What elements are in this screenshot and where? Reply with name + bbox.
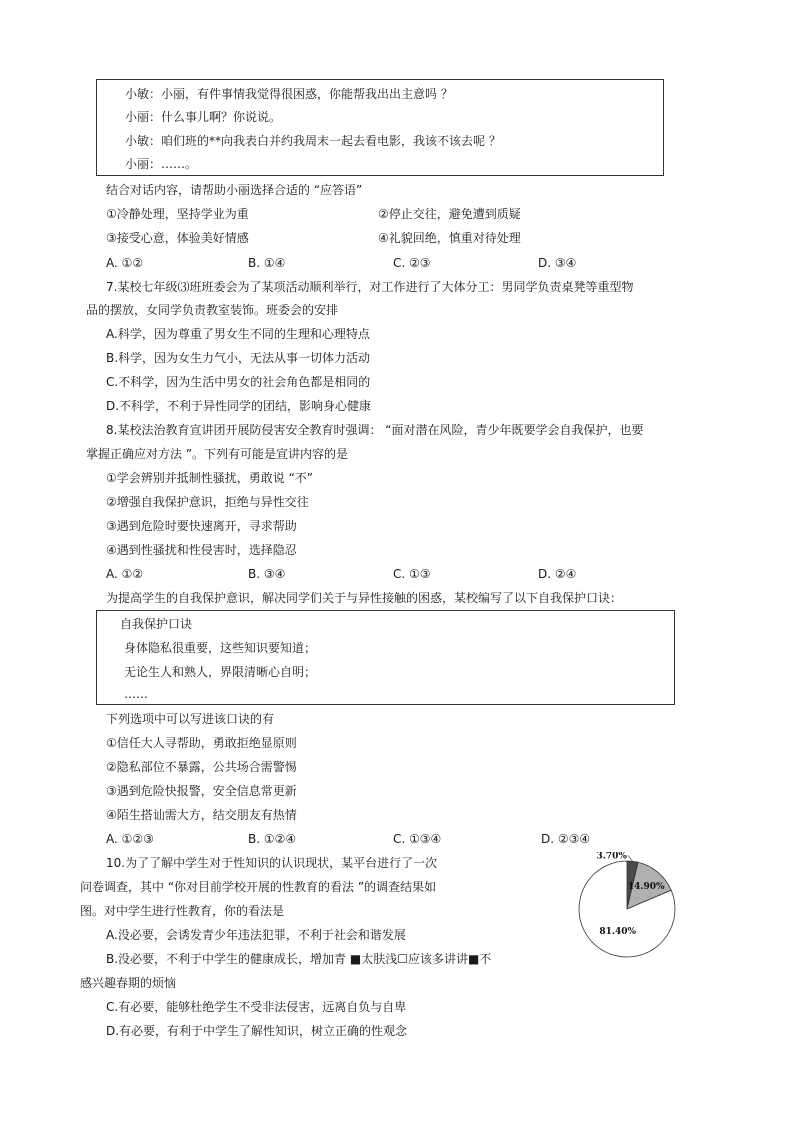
q8-item-3: ③遇到危险时要快速离开，寻求帮助 xyxy=(106,519,297,533)
pie-label-1: 3.70% xyxy=(596,852,627,862)
q9-stem: 下列选项中可以写进该口诀的有 xyxy=(106,712,275,726)
q8-choice-b: B. ③④ xyxy=(248,567,286,581)
q9-item-3: ③遇到危险快报警，安全信息常更新 xyxy=(106,784,297,798)
q6-item-4: ④礼貌回绝，慎重对待处理 xyxy=(378,231,521,245)
q6-choice-a: A. ①② xyxy=(106,256,144,270)
q8-item-2: ②增强自我保护意识，拒绝与异性交往 xyxy=(106,495,309,509)
pie-svg xyxy=(575,852,680,962)
survey-pie-chart xyxy=(575,852,680,962)
q10-choice-b-2: 感兴趣春期的烦恼 xyxy=(80,976,177,990)
q9-choice-b: B. ①②④ xyxy=(248,832,297,846)
mnemonic-line-1: 身体隐私很重要，这些知识要知道； xyxy=(124,641,317,655)
dialog-line-2: 小丽：什么事儿啊？你说说。 xyxy=(125,110,282,124)
dialog-line-1: 小敏：小丽，有件事情我觉得很困惑，你能帮我出出主意吗 ？ xyxy=(125,87,453,101)
q8-choice-c: C. ①③ xyxy=(393,567,431,581)
q7-stem-1: 7.某校七年级⑶班班委会为了某项活动顺利举行，对工作进行了大体分工：男同学负责桌凳等重型物 xyxy=(106,280,634,294)
pie-label-2: 14.90% xyxy=(627,882,665,893)
q6-item-3: ③接受心意，体验美好情感 xyxy=(106,231,249,245)
q6-choice-d: D. ③④ xyxy=(538,256,577,270)
q8-item-4: ④遇到性骚扰和性侵害时，选择隐忍 xyxy=(106,543,297,557)
q6-item-1: ①冷静处理，坚持学业为重 xyxy=(106,207,249,221)
q9-choice-c: C. ①③④ xyxy=(393,832,442,846)
q10-stem-2: 问卷调查，其中 “你对目前学校开展的性教育的看法 ”的调查结果如 xyxy=(80,880,437,894)
q10-choice-b-1: B.没必要，不利于中学生的健康成长，增加青 ■太肤浅☐应该多讲讲■不 xyxy=(106,952,492,966)
q10-stem-1: 10.为了了解中学生对于性知识的认识现状，某平台进行了一次 xyxy=(106,856,438,870)
q9-item-2: ②隐私部位不暴露，公共场合需警惕 xyxy=(106,760,297,774)
q10-choice-c: C.有必要，能够杜绝学生不受非法侵害，远离自负与自卑 xyxy=(106,1000,407,1014)
q9-item-4: ④陌生搭讪需大方，结交朋友有热情 xyxy=(106,808,297,822)
q7-choice-a: A.科学，因为尊重了男女生不同的生理和心理特点 xyxy=(106,327,370,341)
pie-label-3: 81.40% xyxy=(599,927,637,937)
mnemonic-line-3: …… xyxy=(124,687,148,701)
q6-item-2: ②停止交往，避免遭到质疑 xyxy=(378,207,521,221)
q6-choice-b: B. ①④ xyxy=(248,256,286,270)
q7-stem-2: 品的摆放，女同学负责教室装饰。班委会的安排 xyxy=(86,303,339,317)
q9-choice-d: D. ②③④ xyxy=(541,832,591,846)
q10-stem-3: 图。对中学生进行性教育，你的看法是 xyxy=(80,904,285,918)
dialog-line-4: 小丽：……。 xyxy=(125,157,198,171)
q10-choice-d: D.有必要，有利于中学生了解性知识，树立正确的性观念 xyxy=(106,1024,408,1038)
q9-choice-a: A. ①②③ xyxy=(106,832,154,846)
q6-stem: 结合对话内容，请帮助小丽选择合适的 “应答语” xyxy=(106,183,363,197)
q7-choice-b: B.科学，因为女生力气小，无法从事一切体力活动 xyxy=(106,351,371,365)
q8-stem-2: 掌握正确应对方法 ”。下列有可能是宣讲内容的是 xyxy=(86,447,349,461)
q8-item-1: ①学会辨别并抵制性骚扰，勇敢说 “不” xyxy=(106,471,314,485)
q9-item-1: ①信任大人寻帮助，勇敢拒绝显原则 xyxy=(106,736,297,750)
q6-choice-c: C. ②③ xyxy=(393,256,431,270)
q7-choice-d: D.不科学，不利于异性同学的团结，影响身心健康 xyxy=(106,399,372,413)
mnemonic-title: 自我保护口诀 xyxy=(120,617,193,631)
dialog-line-3: 小敏：咱们班的**向我表白并约我周末一起去看电影，我该不该去呢 ？ xyxy=(125,134,501,148)
q7-choice-c: C.不科学，因为生活中男女的社会角色都是相同的 xyxy=(106,375,371,389)
q9-intro: 为提高学生的自我保护意识，解决同学们关于与异性接触的困惑，某校编写了以下自我保护口诀： xyxy=(106,591,623,605)
q8-choice-a: A. ①② xyxy=(106,567,144,581)
q10-choice-a: A.没必要，会诱发青少年违法犯罪，不利于社会和谐发展 xyxy=(106,928,406,942)
q8-stem-1: 8.某校法治教育宣讲团开展防侵害安全教育时强调： “面对潜在风险，青少年既要学会自我保护，也要 xyxy=(106,423,644,437)
q8-choice-d: D. ②④ xyxy=(538,567,577,581)
mnemonic-line-2: 无论生人和熟人，界限清晰心自明； xyxy=(124,665,317,679)
pie-leader-line xyxy=(628,855,633,861)
